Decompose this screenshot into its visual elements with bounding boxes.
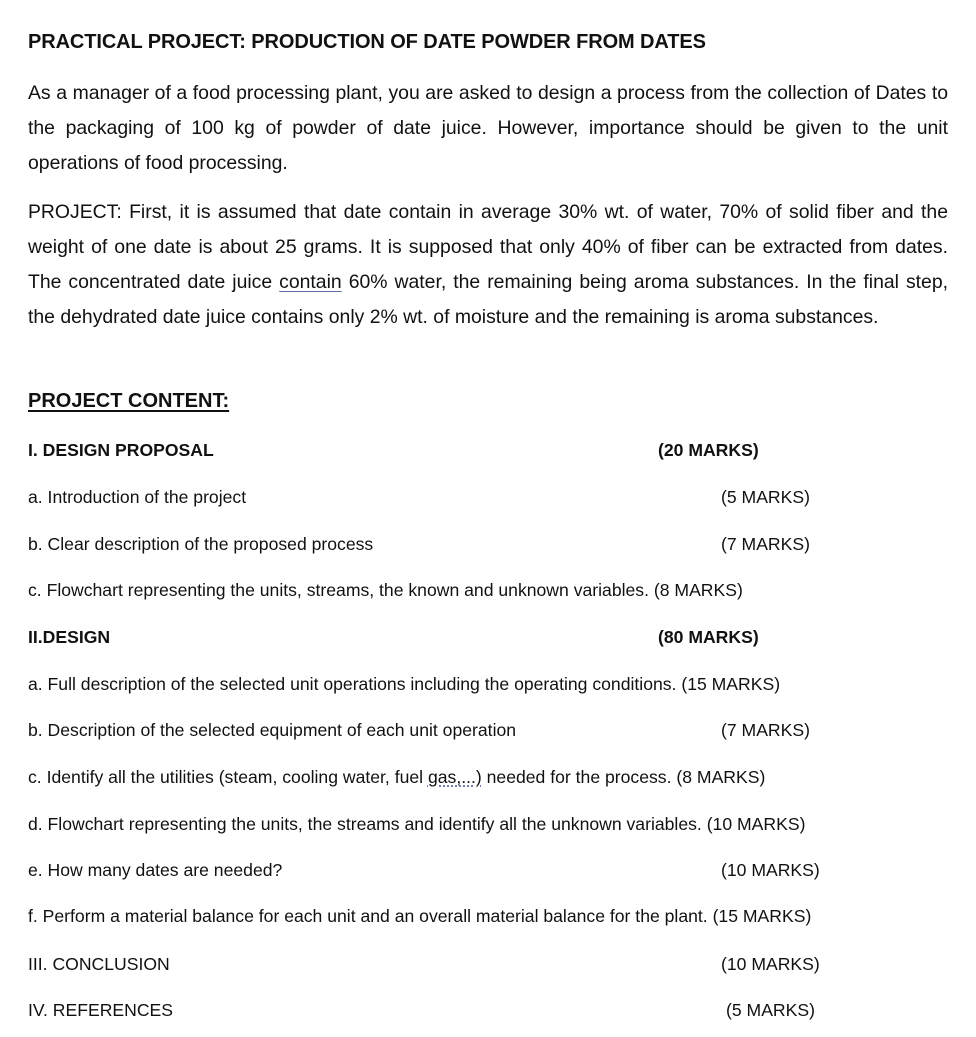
item-label: e. How many dates are needed? bbox=[28, 860, 283, 880]
item-1b bbox=[0, 534, 976, 560]
item-2f bbox=[0, 906, 976, 932]
section-label: III. CONCLUSION bbox=[28, 954, 170, 974]
item-marks: (10 MARKS) bbox=[721, 860, 820, 880]
item-label: b. Clear description of the proposed process bbox=[28, 534, 374, 554]
section-marks: (80 MARKS) bbox=[658, 627, 759, 647]
item-label: c. Flowchart representing the units, streams, the known and unknown variables. (8 MARKS) bbox=[28, 580, 743, 600]
item-1c bbox=[0, 580, 976, 606]
page-title: PRACTICAL PROJECT: PRODUCTION OF DATE POWDER FROM DATES bbox=[28, 31, 706, 53]
item-label: f. Perform a material balance for each unit and an overall material balance for the plant. (15 MARKS) bbox=[28, 906, 812, 926]
item-2e bbox=[0, 860, 976, 886]
grammar-flag-gas: gas,...) bbox=[427, 767, 482, 787]
section-references bbox=[0, 1000, 976, 1026]
item-2a bbox=[0, 674, 976, 700]
item-marks: (7 MARKS) bbox=[721, 534, 810, 554]
project-text-a: PROJECT: First, it is assumed that date contain in average 30% wt. of water, 70% of solid fiber and the weight of one date is about 25 grams. It is supposed that only 40% of fiber can be extracted from dates. The concentrated date juice bbox=[28, 201, 948, 293]
project-paragraph bbox=[28, 195, 948, 335]
section-design bbox=[0, 627, 976, 653]
item-marks: (7 MARKS) bbox=[721, 720, 810, 740]
item-2b bbox=[0, 720, 976, 746]
item-2c bbox=[0, 767, 976, 793]
section-design-proposal bbox=[0, 440, 976, 466]
item-label bbox=[28, 767, 765, 788]
section-marks: (20 MARKS) bbox=[658, 440, 759, 460]
item-text-pre: c. Identify all the utilities (steam, cooling water, fuel bbox=[28, 767, 428, 787]
item-label: a. Introduction of the project bbox=[28, 487, 247, 507]
section-label: IV. REFERENCES bbox=[28, 1000, 174, 1020]
item-label: b. Description of the selected equipment of each unit operation bbox=[28, 720, 517, 740]
section-conclusion bbox=[0, 954, 976, 980]
item-label: a. Full description of the selected unit operations including the operating conditions. (15 MARKS) bbox=[28, 674, 781, 694]
item-2d bbox=[0, 814, 976, 840]
project-content-heading: PROJECT CONTENT: bbox=[28, 390, 230, 412]
item-label: d. Flowchart representing the units, the streams and identify all the unknown variables. (10 MARKS) bbox=[28, 814, 806, 834]
section-label: I. DESIGN PROPOSAL bbox=[28, 440, 214, 460]
grammar-flag-contain: contain bbox=[279, 271, 342, 293]
section-marks: (5 MARKS) bbox=[726, 1000, 815, 1020]
section-marks: (10 MARKS) bbox=[721, 954, 820, 974]
item-1a bbox=[0, 487, 976, 513]
project-text-b: 60% water, the remaining being aroma substances. In the final step, the dehydrated date juice contains only 2% wt. of moisture and the remaining is aroma substances. bbox=[28, 271, 948, 328]
item-marks: (5 MARKS) bbox=[721, 487, 810, 507]
item-text-post: needed for the process. (8 MARKS) bbox=[481, 767, 766, 787]
section-label: II.DESIGN bbox=[28, 627, 111, 647]
intro-paragraph: As a manager of a food processing plant, you are asked to design a process from the collection of Dates to the packaging of 100 kg of powder of date juice. However, importance should be given to the unit operations of food processing. bbox=[28, 82, 948, 174]
